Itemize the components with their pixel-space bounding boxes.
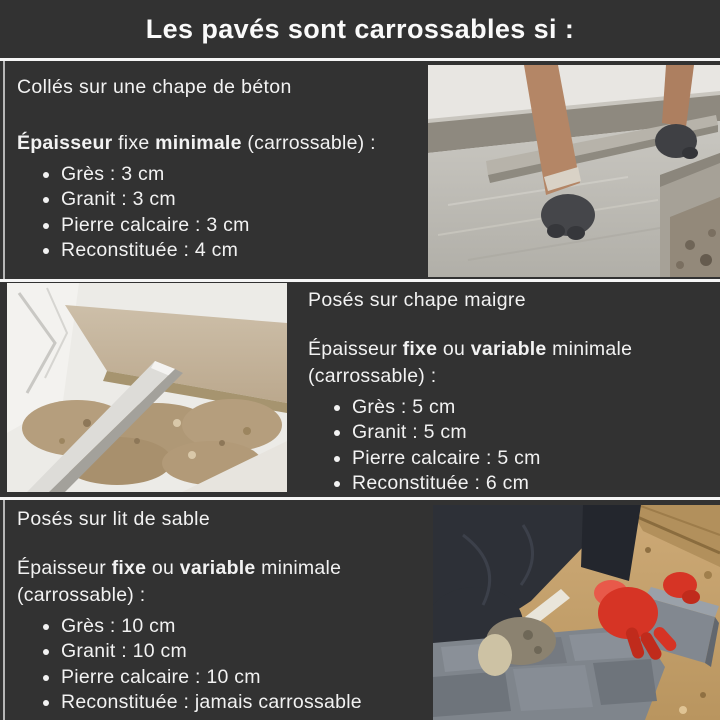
list-item: • Grès : 10 cm: [61, 614, 423, 640]
laying-pavers-illustration: [433, 505, 720, 720]
thickness-spec: [308, 336, 710, 390]
spec-part: ou: [437, 338, 471, 360]
spec-part: minimale (carrossable) :: [17, 557, 342, 606]
list-item: • Pierre calcaire : 5 cm: [352, 446, 710, 472]
spec-part: variable: [470, 338, 547, 360]
list-item: • Grès : 5 cm: [352, 395, 710, 421]
thickness-spec: [17, 555, 423, 609]
thickness-list: [17, 162, 418, 264]
list-item: • Granit : 3 cm: [61, 187, 418, 213]
spec-part: Épaisseur: [17, 557, 112, 579]
section-chape-beton: [0, 61, 428, 279]
thickness-spec: [17, 130, 418, 157]
spec-part: (carrossable) :: [241, 132, 376, 154]
screeding-concrete-illustration: [428, 65, 720, 277]
spec-part: minimale (carrossable) :: [308, 338, 633, 387]
list-item: • Pierre calcaire : 10 cm: [61, 665, 423, 691]
left-edge-accent: [3, 61, 5, 279]
list-item: • Reconstituée : 6 cm: [352, 471, 710, 497]
list-item: • Reconstituée : jamais carrossable: [61, 690, 423, 716]
section-chape-maigre: [287, 282, 720, 497]
thickness-list: [17, 614, 423, 716]
spec-part: fixe: [402, 338, 438, 360]
spec-part: ou: [146, 557, 180, 579]
list-item: • Granit : 10 cm: [61, 639, 423, 665]
photo-laying-pavers-sand: [433, 505, 720, 720]
separator-line: [0, 279, 720, 282]
spec-part: fixe: [112, 132, 156, 154]
photo-screeding-concrete: [428, 65, 720, 277]
thickness-list: [308, 395, 710, 497]
page-title: Les pavés sont carrossables si :: [145, 13, 575, 44]
section-lit-de-sable: [0, 500, 433, 720]
separator-line: [0, 497, 720, 500]
photo-lean-mortar-screed: [7, 283, 287, 492]
list-item: • Reconstituée : 4 cm: [61, 238, 418, 264]
left-edge-accent: [3, 500, 5, 720]
list-item: • Granit : 5 cm: [352, 420, 710, 446]
spec-part: variable: [179, 557, 256, 579]
section-heading: Posés sur chape maigre: [308, 289, 526, 311]
spec-part: fixe: [111, 557, 147, 579]
list-item: • Grès : 3 cm: [61, 162, 418, 188]
header-bar: [0, 0, 720, 58]
separator-line: [0, 58, 720, 61]
spec-part: Épaisseur: [308, 338, 403, 360]
list-item: • Pierre calcaire : 3 cm: [61, 213, 418, 239]
section-heading: Posés sur lit de sable: [17, 508, 211, 530]
section-heading: Collés sur une chape de béton: [17, 76, 292, 98]
spec-part: Épaisseur: [17, 132, 113, 154]
lean-mortar-illustration: [7, 283, 287, 492]
spec-part: minimale: [155, 132, 242, 154]
